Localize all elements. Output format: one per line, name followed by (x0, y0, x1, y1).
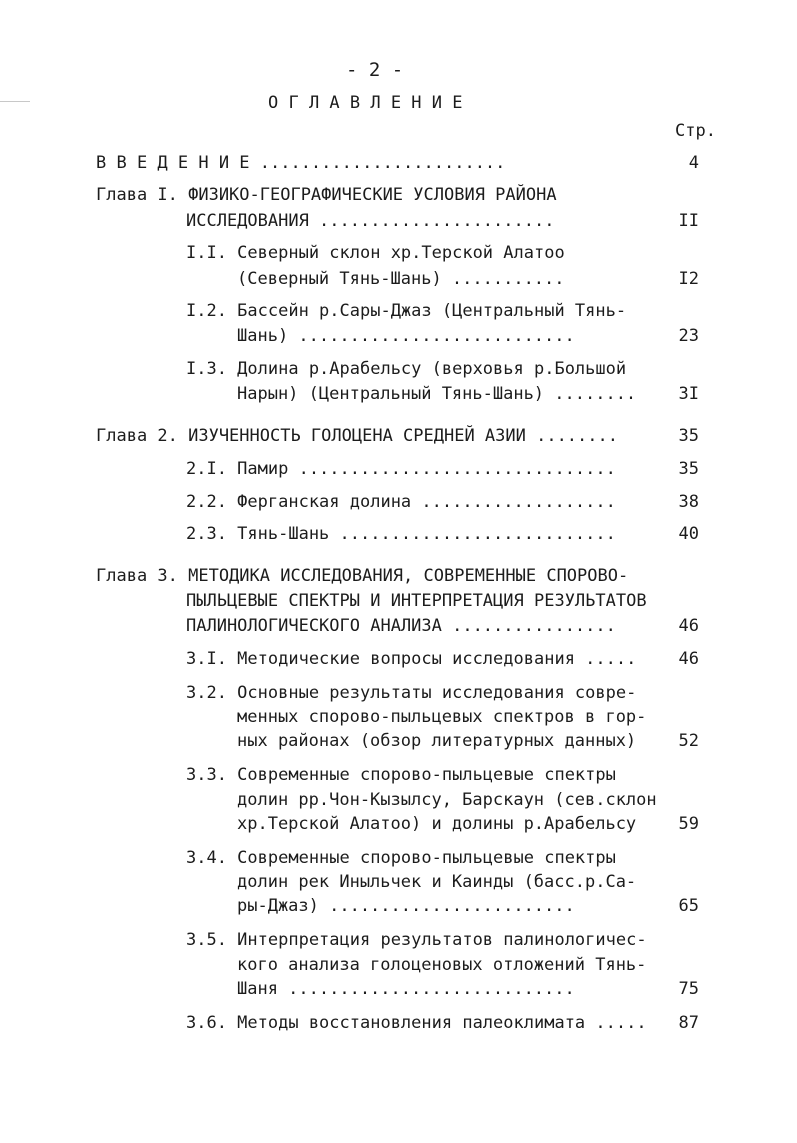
toc-section-3-5-line-3: Шаня ............................ (237, 979, 575, 999)
toc-section-3-5-line-2: кого анализа голоценовых отложений Тянь- (237, 955, 647, 975)
toc-page-section-2-1: 35 (678, 459, 699, 479)
toc-section-1-1-line-2: (Северный Тянь-Шань) ........... (237, 269, 565, 289)
toc-page-section-1-1: I2 (678, 269, 699, 289)
toc-section-3-2-line-1: 3.2. Основные результаты исследования совре- (186, 683, 637, 703)
toc-section-3-1: 3.I. Методические вопросы исследования ..... (186, 649, 637, 669)
toc-section-1-1-line-1: I.I. Северный склон хр.Терской Алатоо (186, 243, 565, 263)
toc-section-1-3-line-2: Нарын) (Центральный Тянь-Шань) ........ (237, 384, 637, 404)
toc-chapter-3-line-2: ПЫЛЬЦЕВЫЕ СПЕКТРЫ И ИНТЕРПРЕТАЦИЯ РЕЗУЛЬТАТОВ (186, 591, 647, 611)
toc-section-1-3-line-1: I.3. Долина р.Арабельсу (верховья р.Большой (186, 359, 627, 379)
toc-page-section-2-2: 38 (678, 492, 699, 512)
toc-page-chapter-3: 46 (678, 616, 699, 636)
toc-page-chapter-1: II (678, 211, 699, 231)
toc-page-introduction: 4 (688, 153, 699, 173)
toc-chapter-2: Глава 2. ИЗУЧЕННОСТЬ ГОЛОЦЕНА СРЕДНЕЙ АЗИИ ........ (96, 426, 618, 446)
toc-page-section-3-5: 75 (678, 979, 699, 999)
toc-section-1-2-line-2: Шань) ........................... (237, 326, 575, 346)
page-number: - 2 - (346, 59, 404, 81)
toc-section-3-3-line-3: хр.Терской Алатоо) и долины р.Арабельсу (237, 814, 637, 834)
toc-chapter-1-line-1: Глава I. ФИЗИКО-ГЕОГРАФИЧЕСКИЕ УСЛОВИЯ РАЙОНА (96, 185, 557, 205)
toc-page-section-1-3: 3I (678, 384, 699, 404)
page-column-header: Стр. (675, 121, 716, 141)
toc-page-section-3-1: 46 (678, 649, 699, 669)
scan-edge-mark (0, 101, 30, 102)
toc-page-section-3-6: 87 (678, 1013, 699, 1033)
toc-section-3-4-line-1: 3.4. Современные спорово-пыльцевые спектры (186, 848, 616, 868)
toc-chapter-1-line-2: ИССЛЕДОВАНИЯ ....................... (186, 211, 555, 231)
toc-chapter-3-line-1: Глава 3. МЕТОДИКА ИССЛЕДОВАНИЯ, СОВРЕМЕННЫЕ СПОРОВО- (96, 566, 629, 586)
toc-introduction: В В Е Д Е Н И Е ........................ (96, 153, 506, 173)
toc-section-3-3-line-1: 3.3. Современные спорово-пыльцевые спектры (186, 765, 616, 785)
toc-page-chapter-2: 35 (678, 426, 699, 446)
toc-page-section-2-3: 40 (678, 524, 699, 544)
toc-section-1-2-line-1: I.2. Бассейн р.Сары-Джаз (Центральный Тянь- (186, 301, 627, 321)
toc-section-3-2-line-3: ных районах (обзор литературных данных) (237, 731, 637, 751)
toc-page-section-3-2: 52 (678, 731, 699, 751)
toc-section-2-2: 2.2. Ферганская долина ................... (186, 492, 616, 512)
toc-page-section-3-4: 65 (678, 896, 699, 916)
toc-page-section-3-3: 59 (678, 814, 699, 834)
toc-chapter-3-line-3: ПАЛИНОЛОГИЧЕСКОГО АНАЛИЗА ................ (186, 616, 616, 636)
toc-section-3-5-line-1: 3.5. Интерпретация результатов палинологичес- (186, 930, 647, 950)
page-title: О Г Л А В Л Е Н И Е (268, 93, 463, 113)
toc-section-3-4-line-3: ры-Джаз) ........................ (237, 896, 575, 916)
toc-section-3-4-line-2: долин рек Иныльчек и Каинды (басс.р.Са- (237, 872, 637, 892)
toc-page-section-1-2: 23 (678, 326, 699, 346)
toc-section-3-6: 3.6. Методы восстановления палеоклимата ..... (186, 1013, 647, 1033)
toc-section-2-3: 2.3. Тянь-Шань ........................... (186, 524, 616, 544)
toc-section-3-3-line-2: долин рр.Чон-Кызылсу, Барскаун (сев.склон (237, 790, 657, 810)
toc-section-2-1: 2.I. Памир ............................... (186, 459, 616, 479)
toc-section-3-2-line-2: менных спорово-пыльцевых спектров в гор- (237, 707, 647, 727)
